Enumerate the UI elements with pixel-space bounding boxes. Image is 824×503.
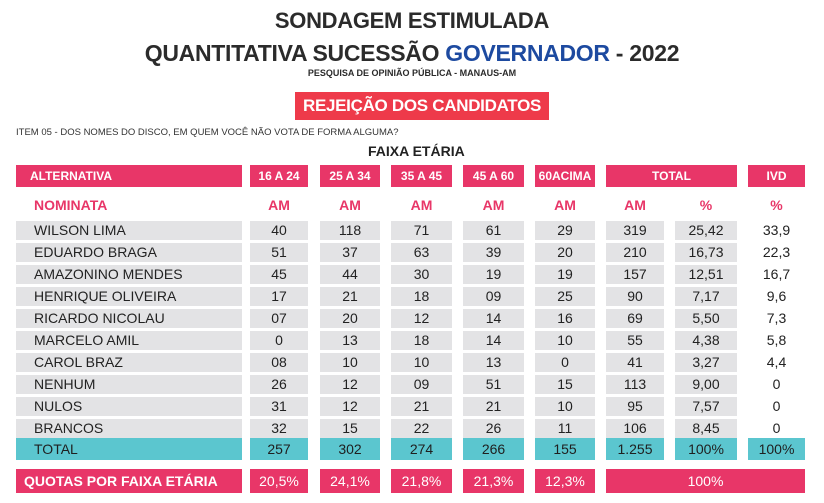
row-value: 14 (463, 309, 524, 328)
row-value: 19 (463, 265, 524, 284)
row-value: 22 (391, 419, 452, 438)
row-value: 63 (391, 243, 452, 262)
subtitle-highlight: GOVERNADOR (445, 40, 610, 66)
row-value: 26 (250, 375, 308, 394)
row-value: 61 (463, 221, 524, 240)
header-age-col: 16 A 24 (250, 165, 308, 187)
row-candidate-name: BRANCOS (16, 419, 242, 438)
total-value: 100% (675, 438, 737, 460)
row-value: 51 (250, 243, 308, 262)
row-value: 0 (772, 376, 781, 392)
row-value: 15 (535, 375, 595, 394)
subheader-am-total: AM (624, 197, 646, 213)
row-value: 14 (463, 331, 524, 350)
row-value: 20 (535, 243, 595, 262)
row-candidate-name: WILSON LIMA (16, 221, 242, 240)
row-value: 7,3 (766, 310, 787, 326)
row-value: 0 (250, 331, 308, 350)
subheader-am: AM (339, 197, 361, 213)
total-label: TOTAL (16, 438, 242, 460)
row-value: 30 (391, 265, 452, 284)
row-value: 12,51 (675, 265, 737, 284)
quota-value: 24,1% (320, 469, 380, 493)
question-text: ITEM 05 - DOS NOMES DO DISCO, EM QUEM VOCÊ NÃO VOTA DE FORMA ALGUMA? (16, 127, 399, 138)
total-value: 155 (535, 438, 595, 460)
subheader-am: AM (268, 197, 290, 213)
row-value: 11 (535, 419, 595, 438)
row-value: 0 (535, 353, 595, 372)
age-group-label: FAIXA ETÁRIA (368, 143, 465, 159)
row-value: 16,73 (675, 243, 737, 262)
row-value: 13 (463, 353, 524, 372)
row-value: 18 (391, 331, 452, 350)
row-value: 10 (535, 331, 595, 350)
total-value: 257 (250, 438, 308, 460)
row-value: 319 (606, 221, 664, 240)
row-candidate-name: AMAZONINO MENDES (16, 265, 242, 284)
subheader-am: AM (482, 197, 505, 213)
row-value: 51 (463, 375, 524, 394)
survey-caption: PESQUISA DE OPINIÃO PÚBLICA - MANAUS-AM (307, 68, 517, 78)
row-value: 12 (320, 397, 380, 416)
row-value: 5,8 (766, 332, 787, 348)
survey-title: SONDAGEM ESTIMULADA (274, 8, 550, 33)
row-value: 69 (606, 309, 664, 328)
row-value: 8,45 (675, 419, 737, 438)
row-value: 4,4 (766, 354, 787, 370)
row-value: 15 (320, 419, 380, 438)
row-candidate-name: MARCELO AMIL (16, 331, 242, 350)
row-value: 9,6 (766, 288, 787, 304)
row-value: 210 (606, 243, 664, 262)
row-value: 10 (320, 353, 380, 372)
section-badge: REJEIÇÃO DOS CANDIDATOS (295, 92, 549, 120)
row-value: 45 (250, 265, 308, 284)
row-value: 18 (391, 287, 452, 306)
total-value: 266 (463, 438, 524, 460)
row-value: 08 (250, 353, 308, 372)
row-value: 13 (320, 331, 380, 350)
subtitle-suffix: - 2022 (609, 40, 680, 66)
row-value: 106 (606, 419, 664, 438)
survey-subtitle (0, 40, 824, 67)
subheader-nominata: NOMINATA (34, 197, 108, 213)
total-value: 100% (748, 438, 805, 460)
quota-value: 20,5% (250, 469, 308, 493)
row-candidate-name: RICARDO NICOLAU (16, 309, 242, 328)
row-candidate-name: NENHUM (16, 375, 242, 394)
subheader-pct: % (699, 197, 713, 213)
header-total: TOTAL (606, 165, 737, 187)
row-value: 09 (463, 287, 524, 306)
row-value: 16 (535, 309, 595, 328)
row-value: 07 (250, 309, 308, 328)
row-value: 7,17 (675, 287, 737, 306)
row-value: 118 (320, 221, 380, 240)
row-candidate-name: HENRIQUE OLIVEIRA (16, 287, 242, 306)
row-candidate-name: NULOS (16, 397, 242, 416)
row-value: 19 (535, 265, 595, 284)
quota-value: 21,3% (463, 469, 524, 493)
row-value: 10 (391, 353, 452, 372)
row-value: 21 (463, 397, 524, 416)
row-value: 5,50 (675, 309, 737, 328)
header-age-col: 25 A 34 (320, 165, 380, 187)
subtitle-prefix: QUANTITATIVA SUCESSÃO (144, 40, 446, 66)
header-alternativa: ALTERNATIVA (16, 165, 242, 187)
row-value: 90 (606, 287, 664, 306)
row-value: 0 (772, 398, 781, 414)
row-value: 29 (535, 221, 595, 240)
row-value: 7,57 (675, 397, 737, 416)
row-value: 44 (320, 265, 380, 284)
row-value: 0 (772, 420, 781, 436)
row-value: 09 (391, 375, 452, 394)
row-value: 12 (391, 309, 452, 328)
row-value: 3,27 (675, 353, 737, 372)
row-value: 33,9 (762, 222, 791, 238)
total-value: 302 (320, 438, 380, 460)
row-value: 41 (606, 353, 664, 372)
row-value: 39 (463, 243, 524, 262)
row-value: 157 (606, 265, 664, 284)
header-age-col: 45 A 60 (463, 165, 524, 187)
header-age-col: 35 A 45 (391, 165, 452, 187)
row-value: 55 (606, 331, 664, 350)
row-value: 4,38 (675, 331, 737, 350)
row-value: 37 (320, 243, 380, 262)
row-value: 31 (250, 397, 308, 416)
header-ivd: IVD (748, 165, 805, 187)
row-value: 12 (320, 375, 380, 394)
quotas-label: QUOTAS POR FAIXA ETÁRIA (16, 469, 242, 493)
row-value: 71 (391, 221, 452, 240)
total-value: 274 (391, 438, 452, 460)
subheader-ivd-pct: % (770, 197, 783, 213)
row-value: 32 (250, 419, 308, 438)
row-value: 95 (606, 397, 664, 416)
row-value: 16,7 (762, 266, 791, 282)
quota-value: 21,8% (391, 469, 452, 493)
row-value: 113 (606, 375, 664, 394)
header-age-col: 60ACIMA (535, 165, 595, 187)
row-value: 26 (463, 419, 524, 438)
row-value: 10 (535, 397, 595, 416)
row-value: 21 (320, 287, 380, 306)
row-candidate-name: CAROL BRAZ (16, 353, 242, 372)
row-value: 25 (535, 287, 595, 306)
row-value: 20 (320, 309, 380, 328)
row-value: 21 (391, 397, 452, 416)
subheader-am: AM (410, 197, 433, 213)
row-value: 22,3 (762, 244, 791, 260)
row-value: 17 (250, 287, 308, 306)
row-value: 9,00 (675, 375, 737, 394)
row-candidate-name: EDUARDO BRAGA (16, 243, 242, 262)
row-value: 40 (250, 221, 308, 240)
quota-value: 12,3% (535, 469, 595, 493)
total-value: 1.255 (606, 438, 664, 460)
quota-total: 100% (606, 469, 805, 493)
subheader-am: AM (554, 197, 576, 213)
row-value: 25,42 (675, 221, 737, 240)
